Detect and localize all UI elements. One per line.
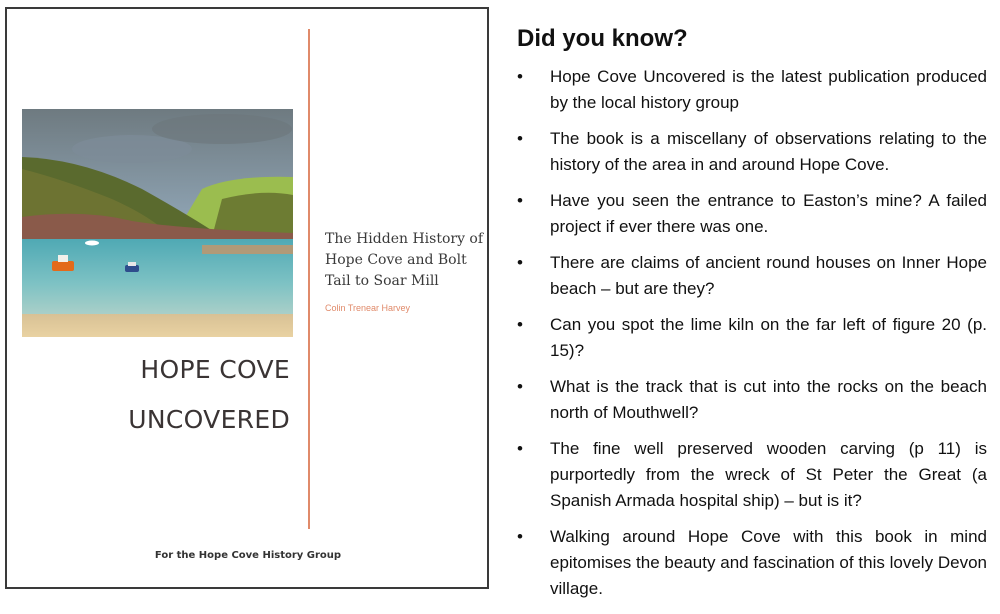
cover-title-line-2: UNCOVERED <box>128 405 290 434</box>
list-item <box>517 524 987 602</box>
bullet-icon: • <box>517 67 523 86</box>
list-item <box>517 250 987 302</box>
list-item-text: What is the track that is cut into the rocks on the beach north of Mouthwell? <box>550 377 987 422</box>
list-item-text: The book is a miscellany of observations relating to the history of the area in and around Hope Cove. <box>550 129 987 174</box>
cover-divider-rule <box>308 29 310 529</box>
list-item <box>517 126 987 178</box>
fact-list <box>517 64 987 602</box>
list-item-text: There are claims of ancient round houses on Inner Hope beach – but are they? <box>550 253 987 298</box>
list-item <box>517 64 987 116</box>
bullet-icon: • <box>517 377 523 396</box>
did-you-know-panel <box>517 22 987 612</box>
book-cover <box>5 7 489 589</box>
list-item-text: Walking around Hope Cove with this book in mind epitomises the beauty and fascination of this lovely Devon village. <box>550 527 987 598</box>
list-item-text: The fine well preserved wooden carving (p 11) is purportedly from the wreck of St Peter the Great (a Spanish Armada hospital ship) – but is it? <box>550 439 987 510</box>
list-item-text: Hope Cove Uncovered is the latest publication produced by the local history group <box>550 67 987 112</box>
cover-title-line-1: HOPE COVE <box>140 355 290 384</box>
list-item-text: Have you seen the entrance to Easton’s mine? A failed project if ever there was one. <box>550 191 987 236</box>
bullet-icon: • <box>517 315 523 334</box>
cover-subtitle: The Hidden History of Hope Cove and Bolt Tail to Soar Mill <box>325 231 484 289</box>
panel-heading: Did you know? <box>517 25 688 52</box>
bullet-icon: • <box>517 439 523 458</box>
list-item <box>517 312 987 364</box>
cover-photo <box>22 109 293 337</box>
bullet-icon: • <box>517 191 523 210</box>
bullet-icon: • <box>517 527 523 546</box>
list-item-text: Can you spot the lime kiln on the far left of figure 20 (p. 15)? <box>550 315 987 360</box>
cover-author: Colin Trenear Harvey <box>325 303 411 313</box>
bullet-icon: • <box>517 129 523 148</box>
list-item <box>517 188 987 240</box>
list-item <box>517 436 987 514</box>
bullet-icon: • <box>517 253 523 272</box>
list-item <box>517 374 987 426</box>
cover-footer: For the Hope Cove History Group <box>154 550 342 561</box>
